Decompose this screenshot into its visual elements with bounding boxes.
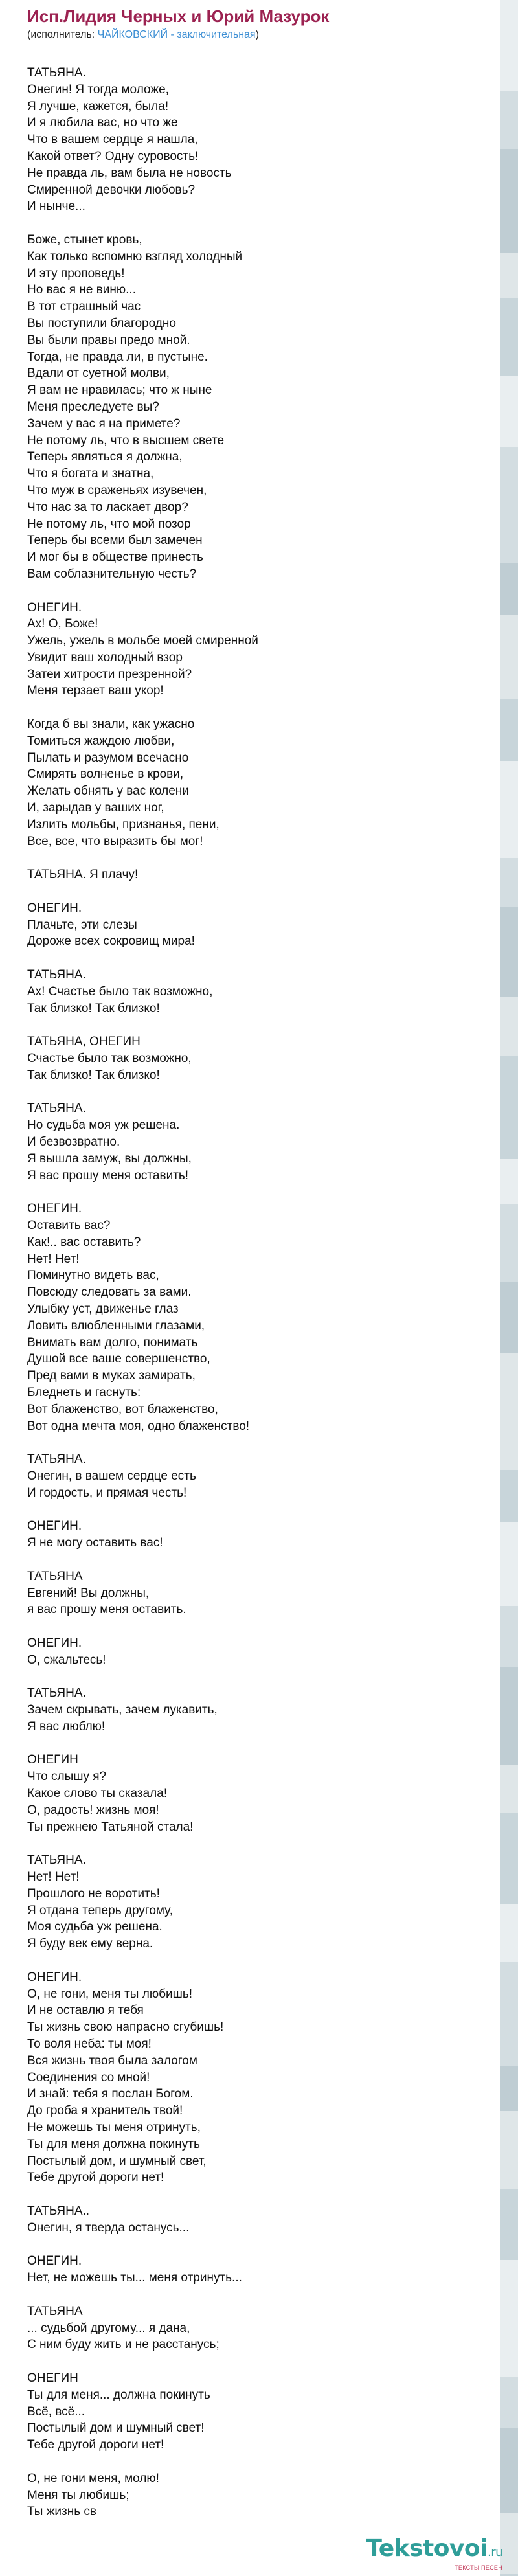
side-strip-band (500, 2513, 518, 2574)
side-strip-band (500, 1282, 518, 1353)
side-strip-band (500, 2260, 518, 2377)
side-strip-band (500, 253, 518, 298)
side-strip-band (500, 2428, 518, 2513)
side-strip-band (500, 1904, 518, 1962)
side-strip-band (500, 2111, 518, 2189)
side-strip-band (500, 2377, 518, 2428)
side-strip-band (500, 761, 518, 858)
song-header (27, 5, 480, 41)
lyrics-text: ТАТЬЯНА. Онегин! Я тогда моложе, Я лучше, кажется, была! И я любила вас, но что же Что в вашем сердце я нашла, Какой ответ? Одну суровость! Не правда ль, вам была не новость Смиренной девочки любовь? И нынче... Боже, стынет кровь, Как только вспомню взгляд холодный И эту проповедь! Но вас я не виню... В тот страшный час Вы поступили благородно Вы были правы предо мной. Тогда, не правда ли, в пустыне. Вдали от суетной молви, Я вам не нравилась; что ж ныне Меня преследуете вы? Зачем у вас я на примете? Не потому ль, что в высшем свете Теперь являться я должна, Что я богата и знатна, Что муж в сраженьях изувечен, Что нас за то ласкает двор? Не потому ль, что мой позор Теперь бы всеми был замечен И мог бы в обществе принесть Вам соблазнительную честь? ОНЕГИН. Ах! О, Боже! Ужель, ужель в мольбе моей смиренной Увидит ваш холодный взор Затеи хитрости презренной? Меня терзает ваш укор! Когда б вы знали, как ужасно Томиться жаждою любви, Пылать и разумом всечасно Смирять волненье в крови, Желать обнять у вас колени И, зарыдав у ваших ног, Излить мольбы, признанья, пени, Все, все, что выразить бы мог! ТАТЬЯНА. Я плачу! ОНЕГИН. Плачьте, эти слезы Дороже всех сокровищ мира! ТАТЬЯНА. Ах! Счастье было так возможно, Так близко! Так близко! ТАТЬЯНА, ОНЕГИН Счастье было так возможно, Так близко! Так близко! ТАТЬЯНА. Но судьба моя уж решена. И безвозвратно. Я вышла замуж, вы должны, Я вас прошу меня оставить! ОНЕГИН. Оставить вас? Как!.. вас оставить? Нет! Нет! Поминутно видеть вас, Повсюду следовать за вами. Улыбку уст, движенье глаз Ловить влюбленными глазами, Внимать вам долго, понимать Душой все ваше совершенство, Пред вами в муках замирать, Бледнеть и гаснуть: Вот блаженство, вот блаженство, Вот одна мечта моя, одно блаженство! ТАТЬЯНА. Онегин, в вашем сердце есть И гордость, и прямая честь! ОНЕГИН. Я не могу оставить вас! ТАТЬЯНА Евгений! Вы должны, я вас прошу меня оставить. ОНЕГИН. О, сжальтесь! ТАТЬЯНА. Зачем скрывать, зачем лукавить, Я вас люблю! ОНЕГИН Что слышу я? Какое слово ты сказала! О, радость! жизнь моя! Ты прежнею Татьяной стала! ТАТЬЯНА. Нет! Нет! Прошлого не воротить! Я отдана теперь другому, Моя судьба уж решена. Я буду век ему верна. ОНЕГИН. О, не гони, меня ты любишь! И не оставлю я тебя Ты жизнь свою напрасно сгубишь! То воля неба: ты моя! Вся жизнь твоя была залогом Соединения со мной! И знай: тебя я послан Богом. До гроба я хранитель твой! Не можешь ты меня отринуть, Ты для меня должна покинуть Постылый дом, и шумный свет, Тебе другой дороги нет! ТАТЬЯНА.. Онегин, я тверда останусь... ОНЕГИН. Нет, не можешь ты... меня отринуть... ТАТЬЯНА ... судьбой другому... я дана, С ним буду жить и не расстанусь; ОНЕГИН Ты для меня... должна покинуть Всё, всё... Постылый дом и шумный свет! Тебе другой дороги нет! О, не гони меня, молю! Меня ты любишь; Ты жизнь св (27, 66, 258, 2519)
side-strip-band (500, 2189, 518, 2260)
site-logo-name: Tekstovoi.ru (366, 2535, 502, 2562)
decorative-side-strip (500, 0, 518, 2576)
side-strip-band (500, 997, 518, 1056)
side-strip-band (500, 1962, 518, 2066)
side-strip-band (500, 1470, 518, 1522)
side-strip-band (500, 1765, 518, 1813)
site-logo-tagline: ТЕКСТЫ ПЕСЕН (455, 2564, 502, 2571)
site-logo[interactable] (366, 2536, 502, 2571)
side-strip-band (500, 1056, 518, 1159)
side-strip-band (500, 563, 518, 615)
performer-link[interactable]: ЧАЙКОВСКИЙ - заключительная (97, 29, 256, 40)
side-strip-band (500, 858, 518, 907)
side-strip-band (500, 0, 518, 91)
side-strip-band (500, 2066, 518, 2111)
performer-prefix: (исполнитель: (27, 29, 98, 40)
side-strip-band (500, 615, 518, 699)
side-strip-band (500, 907, 518, 997)
side-strip-band (500, 447, 518, 563)
side-strip-band (500, 149, 518, 253)
side-strip-band (500, 298, 518, 376)
side-strip-band (500, 1353, 518, 1470)
side-strip-band (500, 699, 518, 761)
side-strip-band (500, 376, 518, 447)
site-logo-tld: .ru (487, 2546, 502, 2559)
song-title: Исп.Лидия Черных и Юрий Мазурок (27, 6, 330, 26)
side-strip-band (500, 1204, 518, 1282)
side-strip-band (500, 1813, 518, 1904)
performer-line (27, 28, 480, 41)
side-strip-band (500, 1522, 518, 1606)
side-strip-band (500, 1159, 518, 1204)
performer-suffix: ) (255, 29, 259, 40)
side-strip-band (500, 91, 518, 149)
side-strip-band (500, 1667, 518, 1765)
side-strip-band (500, 1606, 518, 1667)
